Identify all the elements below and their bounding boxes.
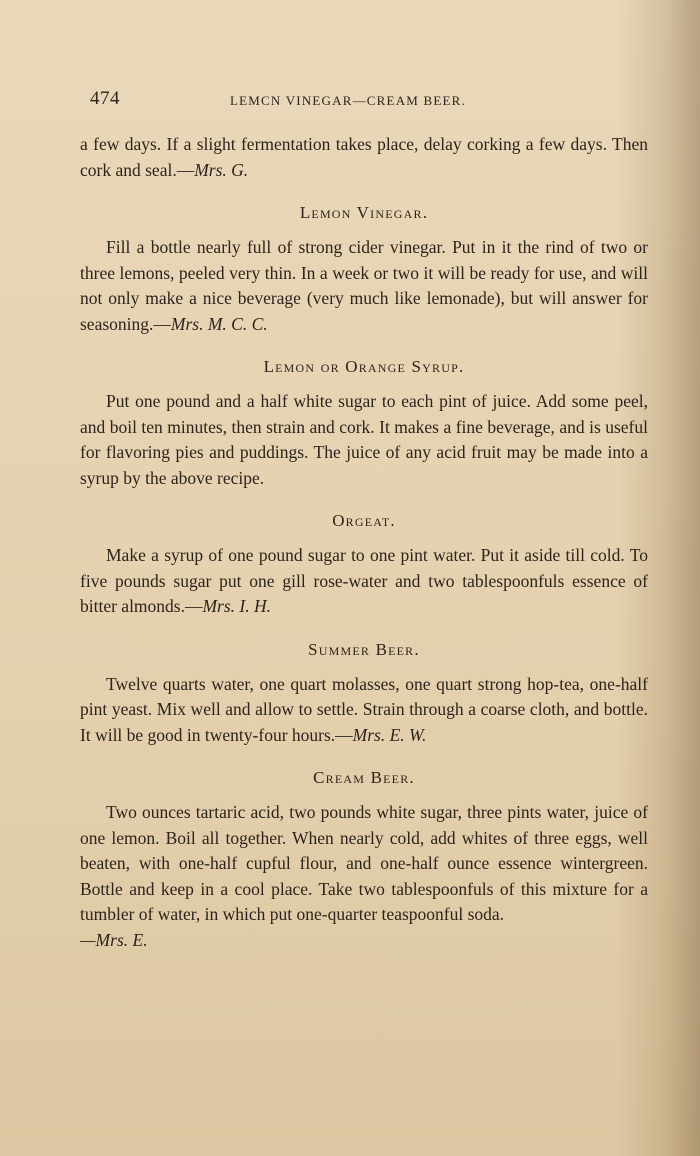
recipe-body: Fill a bottle nearly full of strong cider vinegar. Put in it the rind of two or three lemons, peeled very thin. In a week or two it will be ready for use, and will not only make a nice beverage (very much like lemonade), but will answer for seasoning.— xyxy=(80,237,648,334)
recipe-orgeat xyxy=(80,511,648,620)
recipe-cream-beer xyxy=(80,768,648,953)
recipe-lemon-orange-syrup xyxy=(80,357,648,491)
recipe-author: Mrs. E. W. xyxy=(352,724,427,745)
recipe-lemon-vinegar xyxy=(80,203,648,337)
recipe-title: Summer Beer. xyxy=(308,639,420,659)
recipe-author: Mrs. M. C. C. xyxy=(170,313,268,334)
recipe-body: Put one pound and a half white sugar to each pint of juice. Add some peel, and boil ten minutes, then strain and cork. It makes a fine beverage, and is useful for flavoring pies and puddings. The juice of any acid fruit may be made into a syrup by the above recipe. xyxy=(80,391,648,488)
recipe-text xyxy=(80,389,648,491)
recipe-text xyxy=(80,543,648,620)
recipe-author-line xyxy=(80,928,648,954)
recipe-title: Cream Beer. xyxy=(313,768,415,787)
recipe-title: Orgeat. xyxy=(332,511,396,530)
page-header xyxy=(90,88,650,116)
recipe-body: Twelve quarts water, one quart molasses, one quart strong hop-tea, one-half pint yeast. Mix well and allow to settle. Strain through a coarse cloth, and bottle. It will be good in twenty-four hours.— xyxy=(80,673,648,745)
recipe-title: Lemon Vinegar. xyxy=(299,203,429,222)
intro-text: a few days. If a slight fermentation takes place, delay corking a few days. Then cork and seal.— xyxy=(80,134,648,180)
page-number: 474 xyxy=(90,88,120,109)
recipe-summer-beer xyxy=(80,640,648,749)
recipe-body: Two ounces tartaric acid, two pounds white sugar, three pints water, juice of one lemon. Boil all together. When nearly cold, add whites of three eggs, well beaten, with one-half cupful flour, and one-half ounce essence wintergreen. Bottle and keep in a cool place. Take two tablespoonfuls of this mixture for a tumbler of water, in which put one-quarter teaspoonful soda. xyxy=(80,802,648,924)
recipe-author: Mrs. I. H. xyxy=(202,596,272,616)
recipe-title: Lemon or Orange Syrup. xyxy=(263,357,465,376)
intro-paragraph xyxy=(80,132,648,183)
running-head: LEMCN VINEGAR—CREAM BEER. xyxy=(230,93,466,108)
recipe-body: Make a syrup of one pound sugar to one pint water. Put it aside till cold. To five pounds sugar put one gill rose-water and two tablespoonfuls essence of bitter almonds.— xyxy=(80,545,648,616)
recipe-author: —Mrs. E. xyxy=(80,929,148,950)
page-body xyxy=(80,132,648,953)
recipe-text xyxy=(80,235,648,337)
recipe-text xyxy=(80,800,648,928)
intro-author: Mrs. G. xyxy=(194,159,249,180)
recipe-text xyxy=(80,672,648,749)
